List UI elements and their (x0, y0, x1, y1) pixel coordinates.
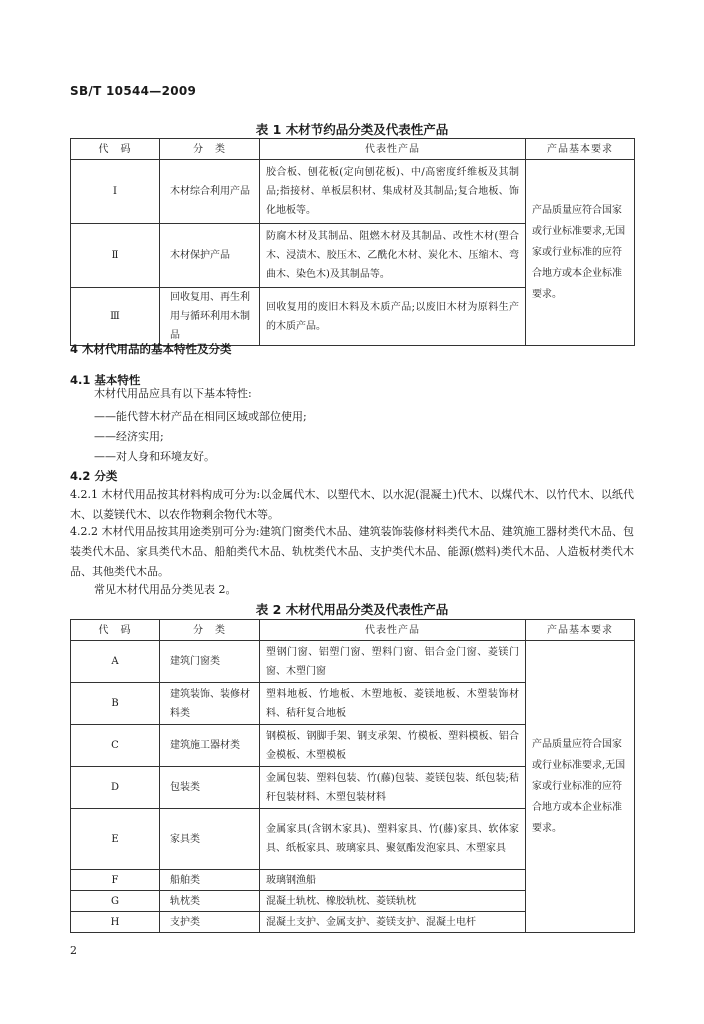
row-code: A (71, 641, 160, 683)
table2-header-code: 代 码 (71, 620, 160, 641)
row-category: 木材综合利用产品 (160, 160, 260, 224)
row-code: E (71, 809, 160, 870)
table-row (71, 160, 635, 224)
row-category: 建筑施工器材类 (160, 725, 260, 767)
table1-header-products: 代表性产品 (260, 139, 526, 160)
row-category: 建筑装饰、装修材料类 (160, 683, 260, 725)
row-code: B (71, 683, 160, 725)
section-4-2-heading: 4.2 分类 (70, 469, 118, 483)
clause-4-2-1: 4.2.1 木材代用品按其材料构成可分为:以金属代木、以塑代木、以水泥(混凝土)代木、以煤代木、以竹代木、以纸代木、以菱镁代木、以农作物剩余物代木等。 (70, 488, 634, 521)
table2-requirement: 产品质量应符合国家或行业标准要求,无国家或行业标准的应符合地方或本企业标准要求。 (526, 641, 635, 933)
row-code: Ⅰ (71, 160, 160, 224)
section-4-heading: 4 木材代用品的基本特性及分类 (70, 342, 232, 356)
row-products: 胶合板、刨花板(定向刨花板)、中/高密度纤维板及其制品;指接材、单板层积材、集成材及其制品;复合地板、饰化地板等。 (260, 160, 526, 224)
bullet-item: ——经济实用; (94, 430, 164, 443)
row-code: Ⅲ (71, 288, 160, 346)
table1-header-code: 代 码 (71, 139, 160, 160)
row-category: 支护类 (160, 912, 260, 933)
table1-requirement: 产品质量应符合国家或行业标准要求,无国家或行业标准的应符合地方或本企业标准要求。 (526, 160, 635, 346)
table1 (70, 138, 635, 346)
bullet-item: ——对人身和环境友好。 (94, 450, 215, 463)
table1-header-category: 分 类 (160, 139, 260, 160)
table2-header-products: 代表性产品 (260, 620, 526, 641)
table1-header-requirement: 产品基本要求 (526, 139, 635, 160)
page-number: 2 (70, 944, 77, 957)
row-products: 金属家具(含钢木家具)、塑料家具、竹(藤)家具、软体家具、纸板家具、玻璃家具、聚氨酯发泡家具、木塑家具 (260, 809, 526, 870)
standard-code-header: SB/T 10544—2009 (70, 84, 197, 98)
row-category: 建筑门窗类 (160, 641, 260, 683)
table1-title: 表 1 木材节约品分类及代表性产品 (255, 122, 449, 137)
row-category: 家具类 (160, 809, 260, 870)
section-4-1-intro: 木材代用品应具有以下基本特性: (94, 387, 252, 400)
table2-header-category: 分 类 (160, 620, 260, 641)
row-category: 回收复用、再生利用与循环利用木制品 (160, 288, 260, 346)
row-products: 玻璃钢渔船 (260, 870, 526, 891)
clause-4-2-2: 4.2.2 木材代用品按其用途类别可分为:建筑门窗类代木品、建筑装饰装修材料类代木品、建筑施工器材类代木品、包装类代木品、家具类代木品、船舶类代木品、轨枕类代木品、支护类代木品、能源(燃料)类代木品、人造板材类代木品、其他类代木品。 (70, 525, 634, 578)
table2-header-row (71, 620, 635, 641)
table2-reference-note: 常见木材代用品分类见表 2。 (94, 583, 237, 596)
row-code: C (71, 725, 160, 767)
row-products: 回收复用的废旧木料及木质产品;以废旧木材为原料生产的木质产品。 (260, 288, 526, 346)
row-category: 包装类 (160, 767, 260, 809)
table-row (71, 641, 635, 683)
row-category: 木材保护产品 (160, 224, 260, 288)
row-products: 混凝土轨枕、橡胶轨枕、菱镁轨枕 (260, 891, 526, 912)
row-category: 轨枕类 (160, 891, 260, 912)
row-products: 金属包装、塑料包装、竹(藤)包装、菱镁包装、纸包装;秸秆包装材料、木塑包装材料 (260, 767, 526, 809)
table2 (70, 619, 635, 933)
row-code: F (71, 870, 160, 891)
row-code: Ⅱ (71, 224, 160, 288)
table2-header-requirement: 产品基本要求 (526, 620, 635, 641)
row-category: 船舶类 (160, 870, 260, 891)
row-products: 塑钢门窗、铝塑门窗、塑料门窗、铝合金门窗、菱镁门窗、木塑门窗 (260, 641, 526, 683)
row-code: G (71, 891, 160, 912)
row-products: 钢模板、钢脚手架、钢支承架、竹模板、塑料模板、铝合金模板、木塑模板 (260, 725, 526, 767)
row-products: 混凝土支护、金属支护、菱镁支护、混凝土电杆 (260, 912, 526, 933)
row-code: D (71, 767, 160, 809)
row-code: H (71, 912, 160, 933)
table2-title: 表 2 木材代用品分类及代表性产品 (255, 602, 449, 617)
section-4-1-heading: 4.1 基本特性 (70, 373, 141, 387)
bullet-item: ——能代替木材产品在相同区域或部位使用; (94, 410, 307, 423)
table1-header-row (71, 139, 635, 160)
row-products: 塑料地板、竹地板、木塑地板、菱镁地板、木塑装饰材料、秸秆复合地板 (260, 683, 526, 725)
row-products: 防腐木材及其制品、阻燃木材及其制品、改性木材(塑合木、浸渍木、胶压木、乙酰化木材、炭化木、压缩木、弯曲木、染色木)及其制品等。 (260, 224, 526, 288)
